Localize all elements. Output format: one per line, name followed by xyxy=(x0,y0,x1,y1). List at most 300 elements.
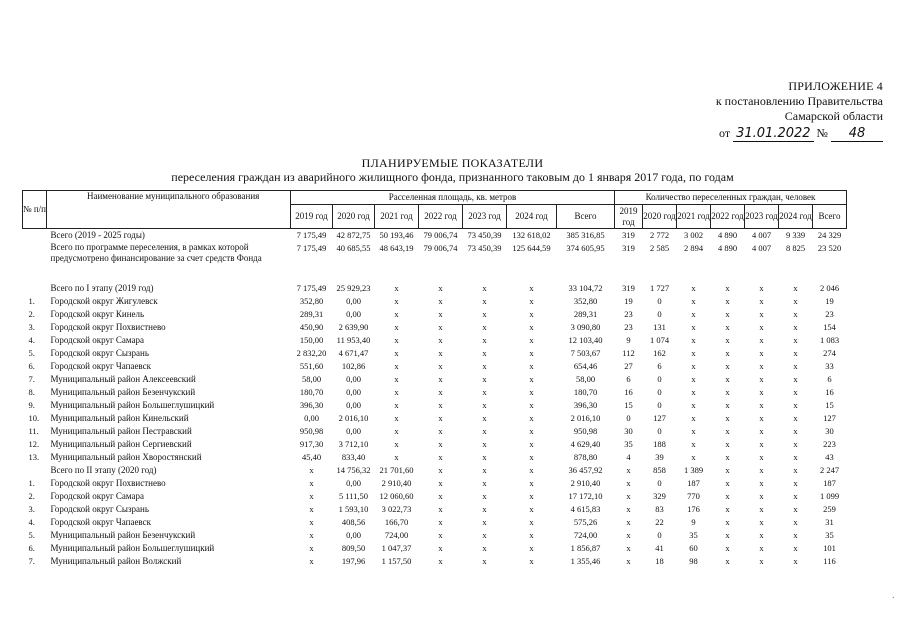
area-value-cell: 4 629,40 xyxy=(570,439,601,449)
area-value-cell: х xyxy=(529,426,534,436)
people-value-cell: х xyxy=(759,556,764,566)
area-value-cell: 12 060,60 xyxy=(379,491,414,501)
area-value-cell: х xyxy=(482,322,487,332)
area-value-cell: х xyxy=(394,413,399,423)
area-value-cell: х xyxy=(438,530,443,540)
people-value-cell: х xyxy=(725,348,730,358)
table-row xyxy=(23,347,847,360)
area-value-cell: 0,00 xyxy=(346,478,361,488)
people-value-cell: 23 xyxy=(825,309,834,319)
date-prefix: от xyxy=(719,126,731,140)
area-value-cell: 0,00 xyxy=(346,530,361,540)
people-value-cell: х xyxy=(759,491,764,501)
people-value-cell: 2 772 xyxy=(649,230,670,240)
people-value-cell: х xyxy=(691,361,696,371)
area-value-cell: х xyxy=(394,426,399,436)
municipality-name: Городской округ Похвистнево xyxy=(50,478,166,488)
people-value-cell: 0 xyxy=(657,309,662,319)
area-value-cell: х xyxy=(394,309,399,319)
people-value-cell: 0 xyxy=(657,374,662,384)
area-value-cell: х xyxy=(438,400,443,410)
table-row xyxy=(23,229,847,243)
area-value-cell: 2 910,40 xyxy=(570,478,601,488)
area-value-cell: х xyxy=(394,452,399,462)
people-value-cell: 23 xyxy=(624,322,633,332)
area-value-cell: х xyxy=(309,556,314,566)
people-value-cell: х xyxy=(793,517,798,527)
area-value-cell: х xyxy=(529,322,534,332)
people-value-cell: х xyxy=(793,322,798,332)
area-value-cell: 1 856,87 xyxy=(570,543,601,553)
people-value-cell: х xyxy=(793,348,798,358)
people-value-cell: х xyxy=(691,426,696,436)
area-value-cell: х xyxy=(482,543,487,553)
area-value-cell: 21 701,60 xyxy=(379,465,414,475)
area-value-cell: 0,00 xyxy=(346,296,361,306)
area-value-cell: х xyxy=(482,491,487,501)
people-value-cell: 0 xyxy=(657,478,662,488)
municipality-name: Муниципальный район Большеглушицкий xyxy=(50,400,215,410)
area-value-cell: 396,30 xyxy=(573,400,598,410)
area-value-cell: 132 618,02 xyxy=(512,230,551,240)
area-value-cell: х xyxy=(438,452,443,462)
area-value-cell: 45,40 xyxy=(301,452,322,462)
area-value-cell: х xyxy=(529,296,534,306)
people-value-cell: 0 xyxy=(657,426,662,436)
area-value-cell: 0,00 xyxy=(304,413,319,423)
people-value-cell: х xyxy=(725,543,730,553)
header-area-year: 2020 год xyxy=(333,205,375,229)
municipality-name: Городской округ Похвистнево xyxy=(50,322,166,332)
area-value-cell: 724,00 xyxy=(573,530,598,540)
row-number: 1. xyxy=(28,296,35,306)
people-value-cell: х xyxy=(793,309,798,319)
people-value-cell: х xyxy=(626,556,631,566)
row-number: 3. xyxy=(28,504,35,514)
area-value-cell: 408,56 xyxy=(341,517,366,527)
area-value-cell: х xyxy=(529,335,534,345)
people-value-cell: х xyxy=(626,465,631,475)
area-value-cell: х xyxy=(482,309,487,319)
table-row xyxy=(23,412,847,425)
people-value-cell: 6 xyxy=(827,374,832,384)
people-value-cell: 0 xyxy=(657,400,662,410)
area-value-cell: х xyxy=(438,322,443,332)
header-area-year: 2023 год xyxy=(463,205,507,229)
area-value-cell: 0,00 xyxy=(346,426,361,436)
people-value-cell: 24 329 xyxy=(817,230,842,240)
people-value-cell: х xyxy=(626,478,631,488)
people-value-cell: 187 xyxy=(687,478,700,488)
area-value-cell: х xyxy=(438,517,443,527)
row-number xyxy=(23,464,47,477)
people-value-cell: х xyxy=(793,439,798,449)
table-row xyxy=(23,321,847,334)
people-value-cell: х xyxy=(691,452,696,462)
area-value-cell: х xyxy=(309,465,314,475)
table-row xyxy=(23,425,847,438)
area-value-cell: 0,00 xyxy=(346,400,361,410)
area-value-cell: х xyxy=(394,348,399,358)
area-value-cell: 7 175,49 xyxy=(296,230,327,240)
area-value-cell: 551,60 xyxy=(299,361,324,371)
people-value-cell: 15 xyxy=(825,400,834,410)
area-value-cell: х xyxy=(394,439,399,449)
people-value-cell: х xyxy=(759,543,764,553)
area-value-cell: 352,80 xyxy=(573,296,598,306)
number-sign: № xyxy=(816,126,828,140)
people-value-cell: 1 727 xyxy=(649,283,670,293)
area-value-cell: х xyxy=(394,374,399,384)
municipality-name: Всего по II этапу (2020 год) xyxy=(50,465,157,475)
people-value-cell: х xyxy=(725,296,730,306)
people-value-cell: х xyxy=(725,452,730,462)
area-value-cell: 352,80 xyxy=(299,296,324,306)
row-number: 12. xyxy=(28,439,40,449)
people-value-cell: х xyxy=(793,478,798,488)
people-value-cell: х xyxy=(725,361,730,371)
area-value-cell: х xyxy=(482,478,487,488)
area-value-cell: 833,40 xyxy=(341,452,366,462)
municipality-name: Городской округ Чапаевск xyxy=(50,517,151,527)
table-row xyxy=(23,438,847,451)
area-value-cell: 374 605,95 xyxy=(566,243,605,253)
people-value-cell: 4 007 xyxy=(751,243,772,253)
people-value-cell: 858 xyxy=(653,465,666,475)
table-body xyxy=(23,229,847,569)
area-value-cell: х xyxy=(482,348,487,358)
people-value-cell: х xyxy=(793,530,798,540)
area-value-cell: 73 450,39 xyxy=(467,243,502,253)
row-number: 9. xyxy=(28,400,35,410)
municipality-name: Городской округ Самара xyxy=(50,335,145,345)
handwritten-number: 48 xyxy=(831,126,883,142)
area-value-cell: 36 457,92 xyxy=(568,465,603,475)
row-number xyxy=(23,242,47,282)
people-value-cell: 30 xyxy=(825,426,834,436)
people-value-cell: 16 xyxy=(825,387,834,397)
area-value-cell: 166,70 xyxy=(384,517,409,527)
document-title xyxy=(0,156,905,184)
people-value-cell: 2 247 xyxy=(819,465,840,475)
people-value-cell: х xyxy=(725,309,730,319)
people-value-cell: х xyxy=(793,296,798,306)
area-value-cell: х xyxy=(482,335,487,345)
people-value-cell: х xyxy=(626,530,631,540)
indicators-table xyxy=(22,190,847,568)
people-value-cell: х xyxy=(793,283,798,293)
people-value-cell: 23 520 xyxy=(817,243,842,253)
area-value-cell: 724,00 xyxy=(384,530,409,540)
people-value-cell: 187 xyxy=(823,478,836,488)
area-value-cell: х xyxy=(482,413,487,423)
table-row xyxy=(23,373,847,386)
municipality-name: Городской округ Сызрань xyxy=(50,348,149,358)
people-value-cell: 2 585 xyxy=(649,243,670,253)
area-value-cell: х xyxy=(529,491,534,501)
people-value-cell: х xyxy=(691,283,696,293)
area-value-cell: 1 047,37 xyxy=(381,543,412,553)
people-value-cell: х xyxy=(725,387,730,397)
title-subtitle: переселения граждан из аварийного жилищного фонда, признанного таковым до 1 января 2017 года, по годам xyxy=(171,170,734,184)
people-value-cell: х xyxy=(626,517,631,527)
area-value-cell: 1 157,50 xyxy=(381,556,412,566)
row-number: 3. xyxy=(28,322,35,332)
table-row xyxy=(23,542,847,555)
municipality-name: Городской округ Самара xyxy=(50,491,145,501)
area-value-cell: 17 172,10 xyxy=(568,491,603,501)
area-value-cell: х xyxy=(529,478,534,488)
people-value-cell: х xyxy=(691,413,696,423)
area-value-cell: х xyxy=(438,543,443,553)
people-value-cell: 223 xyxy=(823,439,836,449)
table-row xyxy=(23,503,847,516)
people-value-cell: 176 xyxy=(687,504,700,514)
people-value-cell: х xyxy=(793,400,798,410)
area-value-cell: х xyxy=(529,400,534,410)
people-value-cell: х xyxy=(759,413,764,423)
people-value-cell: х xyxy=(793,491,798,501)
people-value-cell: х xyxy=(793,374,798,384)
people-value-cell: 6 xyxy=(626,374,631,384)
people-value-cell: 770 xyxy=(687,491,700,501)
row-number: 1. xyxy=(28,478,35,488)
people-value-cell: х xyxy=(793,335,798,345)
area-value-cell: х xyxy=(482,504,487,514)
row-number: 7. xyxy=(28,556,35,566)
title-main: ПЛАНИРУЕМЫЕ ПОКАЗАТЕЛИ xyxy=(361,156,544,170)
area-value-cell: 450,90 xyxy=(299,322,324,332)
row-number xyxy=(23,229,47,243)
people-value-cell: х xyxy=(759,530,764,540)
people-value-cell: х xyxy=(725,400,730,410)
area-value-cell: х xyxy=(394,400,399,410)
area-value-cell: х xyxy=(482,283,487,293)
area-value-cell: 2 832,20 xyxy=(296,348,327,358)
area-value-cell: 42 872,75 xyxy=(336,230,371,240)
area-value-cell: 575,26 xyxy=(573,517,598,527)
row-number: 2. xyxy=(28,309,35,319)
area-value-cell: 809,50 xyxy=(341,543,366,553)
area-value-cell: х xyxy=(529,530,534,540)
header-area-total: Всего xyxy=(557,205,615,229)
people-value-cell: х xyxy=(759,439,764,449)
people-value-cell: х xyxy=(725,413,730,423)
appendix-dateline xyxy=(716,126,883,142)
row-number: 11. xyxy=(28,426,39,436)
area-value-cell: х xyxy=(438,335,443,345)
people-value-cell: х xyxy=(725,322,730,332)
people-value-cell: х xyxy=(691,296,696,306)
area-value-cell: 7 175,49 xyxy=(296,283,327,293)
area-value-cell: х xyxy=(394,283,399,293)
people-value-cell: 98 xyxy=(689,556,698,566)
area-value-cell: 3 090,80 xyxy=(570,322,601,332)
people-value-cell: 41 xyxy=(655,543,664,553)
area-value-cell: 79 006,74 xyxy=(423,243,458,253)
people-value-cell: х xyxy=(759,309,764,319)
people-value-cell: х xyxy=(626,543,631,553)
handwritten-date: 31.01.2022 xyxy=(733,126,813,142)
area-value-cell: х xyxy=(438,309,443,319)
area-value-cell: х xyxy=(309,543,314,553)
people-value-cell: 154 xyxy=(823,322,836,332)
people-value-cell: х xyxy=(759,504,764,514)
row-number: 13. xyxy=(28,452,40,462)
header-area-year: 2022 год xyxy=(419,205,463,229)
people-value-cell: 23 xyxy=(624,309,633,319)
area-value-cell: 878,80 xyxy=(573,452,598,462)
people-value-cell: 16 xyxy=(624,387,633,397)
municipality-name: Всего по I этапу (2019 год) xyxy=(50,283,154,293)
people-value-cell: х xyxy=(759,335,764,345)
area-value-cell: 180,70 xyxy=(299,387,324,397)
header-area-year: 2021 год xyxy=(375,205,419,229)
people-value-cell: 27 xyxy=(624,361,633,371)
people-value-cell: 15 xyxy=(624,400,633,410)
people-value-cell: х xyxy=(725,491,730,501)
area-value-cell: 11 953,40 xyxy=(336,335,371,345)
area-value-cell: 25 929,23 xyxy=(336,283,371,293)
people-value-cell: х xyxy=(793,504,798,514)
area-value-cell: х xyxy=(438,556,443,566)
area-value-cell: х xyxy=(438,387,443,397)
area-value-cell: х xyxy=(438,504,443,514)
row-number: 8. xyxy=(28,387,35,397)
people-value-cell: х xyxy=(691,348,696,358)
header-people-year: 2022 год xyxy=(711,205,745,229)
people-value-cell: 1 083 xyxy=(819,335,840,345)
area-value-cell: х xyxy=(438,348,443,358)
area-value-cell: 289,31 xyxy=(299,309,324,319)
area-value-cell: 79 006,74 xyxy=(423,230,458,240)
area-value-cell: 654,46 xyxy=(573,361,598,371)
people-value-cell: 4 007 xyxy=(751,230,772,240)
area-value-cell: х xyxy=(529,556,534,566)
area-value-cell: х xyxy=(394,335,399,345)
area-value-cell: х xyxy=(482,465,487,475)
people-value-cell: 1 099 xyxy=(819,491,840,501)
municipality-name: Муниципальный район Сергиевский xyxy=(50,439,192,449)
header-no: № п/п xyxy=(23,191,47,229)
area-value-cell: х xyxy=(438,465,443,475)
people-value-cell: 35 xyxy=(624,439,633,449)
people-value-cell: 131 xyxy=(653,322,666,332)
area-value-cell: х xyxy=(394,296,399,306)
header-people-year: 2024 год xyxy=(779,205,813,229)
people-value-cell: 112 xyxy=(622,348,635,358)
people-value-cell: 162 xyxy=(653,348,666,358)
row-number: 5. xyxy=(28,348,35,358)
people-value-cell: 0 xyxy=(657,387,662,397)
area-value-cell: 48 643,19 xyxy=(379,243,414,253)
people-value-cell: 35 xyxy=(825,530,834,540)
municipality-name: Муниципальный район Хворостянский xyxy=(50,452,202,462)
area-value-cell: х xyxy=(529,517,534,527)
area-value-cell: 5 111,50 xyxy=(338,491,369,501)
area-value-cell: х xyxy=(529,374,534,384)
people-value-cell: х xyxy=(725,517,730,527)
area-value-cell: 73 450,39 xyxy=(467,230,502,240)
people-value-cell: х xyxy=(691,335,696,345)
people-value-cell: 4 890 xyxy=(717,243,738,253)
people-value-cell: 319 xyxy=(622,230,635,240)
row-number: 4. xyxy=(28,517,35,527)
people-value-cell: 4 xyxy=(626,452,631,462)
people-value-cell: 127 xyxy=(653,413,666,423)
people-value-cell: 1 389 xyxy=(683,465,704,475)
people-value-cell: х xyxy=(793,426,798,436)
people-value-cell: х xyxy=(725,556,730,566)
header-municipality: Наименование муниципального образования xyxy=(47,191,291,229)
people-value-cell: х xyxy=(793,543,798,553)
people-value-cell: х xyxy=(759,296,764,306)
people-value-cell: 2 046 xyxy=(819,283,840,293)
people-value-cell: 8 825 xyxy=(785,243,806,253)
area-value-cell: 14 756,32 xyxy=(336,465,371,475)
area-value-cell: х xyxy=(482,374,487,384)
people-value-cell: 2 894 xyxy=(683,243,704,253)
people-value-cell: х xyxy=(725,283,730,293)
people-value-cell: 1 074 xyxy=(649,335,670,345)
header-people-total: Всего xyxy=(813,205,847,229)
area-value-cell: х xyxy=(482,387,487,397)
area-value-cell: х xyxy=(394,322,399,332)
area-value-cell: х xyxy=(529,348,534,358)
people-value-cell: х xyxy=(759,322,764,332)
area-value-cell: х xyxy=(394,361,399,371)
area-value-cell: х xyxy=(482,530,487,540)
area-value-cell: х xyxy=(438,413,443,423)
people-value-cell: 22 xyxy=(655,517,664,527)
area-value-cell: 396,30 xyxy=(299,400,324,410)
row-number: 6. xyxy=(28,543,35,553)
people-value-cell: 6 xyxy=(657,361,662,371)
area-value-cell: х xyxy=(438,296,443,306)
people-value-cell: х xyxy=(691,400,696,410)
table-row xyxy=(23,295,847,308)
table-row xyxy=(23,464,847,477)
people-value-cell: 101 xyxy=(823,543,836,553)
row-number: 10. xyxy=(28,413,40,423)
row-number xyxy=(23,282,47,295)
area-value-cell: х xyxy=(438,491,443,501)
area-value-cell: 7 175,49 xyxy=(296,243,327,253)
people-value-cell: 4 890 xyxy=(717,230,738,240)
area-value-cell: 58,00 xyxy=(301,374,322,384)
appendix-title: ПРИЛОЖЕНИЕ 4 xyxy=(788,79,883,93)
area-value-cell: 2 639,90 xyxy=(338,322,369,332)
area-value-cell: 2 910,40 xyxy=(381,478,412,488)
people-value-cell: х xyxy=(725,374,730,384)
people-value-cell: х xyxy=(691,374,696,384)
table-row xyxy=(23,360,847,373)
people-value-cell: х xyxy=(793,361,798,371)
people-value-cell: 9 339 xyxy=(785,230,806,240)
people-value-cell: 31 xyxy=(825,517,834,527)
table-row xyxy=(23,516,847,529)
area-value-cell: 150,00 xyxy=(299,335,324,345)
area-value-cell: х xyxy=(529,543,534,553)
area-value-cell: х xyxy=(529,452,534,462)
row-number: 7. xyxy=(28,374,35,384)
area-value-cell: х xyxy=(438,426,443,436)
people-value-cell: х xyxy=(759,465,764,475)
area-value-cell: х xyxy=(482,361,487,371)
header-people-year: 2019 год xyxy=(615,205,643,229)
area-value-cell: х xyxy=(529,413,534,423)
area-value-cell: х xyxy=(482,517,487,527)
